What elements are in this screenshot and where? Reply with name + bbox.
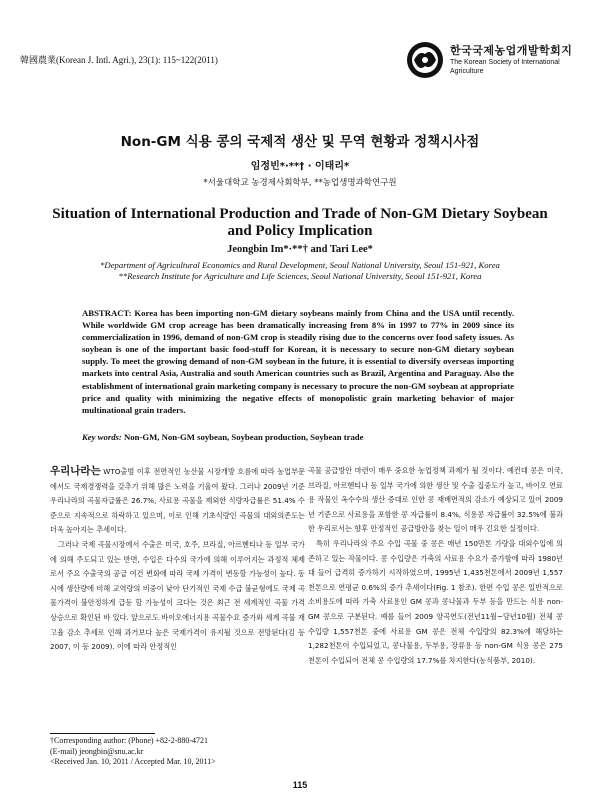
keywords (82, 432, 522, 442)
keywords-label: Key words: (82, 432, 122, 442)
english-title (50, 206, 550, 240)
korean-title: Non-GM 식용 콩의 국제적 생산 및 무역 현황과 정책시사점 (120, 134, 480, 150)
abstract: ABSTRACT: Korea has been importing non-GM dietary soybeans mainly from China and the USA until recently. While worldwide GM crop acreage has been dramatically increasing from 8% in 1997 to 77% in 2009 since its commercialization in 1996, demand of non-GM crop is steadily rising due to the concerns over food safety issues. As soybean is one of the important basic food-stuff for Korean, it is necessary to secure non-GM dietary soybean supply. To meet the growing demand of non-GM soybean in the future, it is essential to diversify overseas importing markets into central Asia, Australia and south American countries such as Brazil, Argentina and Paraguay. Also the establishment of international grain marketing company is necessary to procure the non-GM soybean at appropriate price and quality with minimizing the negative effects of monopolistic grain marketing behavior of major multinational grain traders. (82, 308, 514, 415)
society-name-ko: 한국국제농업개발학회지 (450, 44, 573, 57)
paragraph: 우리나라는 WTO출범 이후 전면적인 농산물 시장개방 흐름에 따라 농업부문에서도 국제경쟁력을 갖추기 위해 많은 노력을 기울여 왔다. 그러나 2009년 기준 우리나라의 곡물자급률은 26.7%, 사료용 곡물을 제외한 식량자급률은 51.4% 수준으로 지속적으로 하락하고 있으며, 이로 인해 기초식량인 곡물의 대외의존도는 더욱 높아지는 추세이다. (50, 465, 305, 535)
english-title-line1: Situation of International Production and Trade of Non-GM Dietary Soybean (52, 206, 548, 222)
society-logo-icon (405, 40, 445, 80)
english-authors: Jeongbin Im*·**† and Tari Lee* (227, 244, 373, 255)
english-affiliations (0, 260, 600, 282)
footnote-line2: (E-mail) jeongbin@snu.ac.kr (50, 746, 144, 756)
paragraph: 그러나 국제 곡물시장에서 수출은 미국, 호주, 브라질, 아르헨티나 등 일부 국가에 의해 주도되고 있는 반면, 수입은 다수의 국가에 의해 이루어지는 과정적 체제로서 주요 수출국의 공급 여건 변화에 따라 국제 가격이 변동할 가능성이 높다. 동시에 생산량에 비해 교역량의 비중이 낮아 단기적인 국제 수급 불균형에도 국제 곡물가격이 불안정하게 급등 할 가능성이 크다는 것은 최근 전 세계적인 곡물 가격 상승으로 확인된 바 있다. 앞으로도 바이오에너지용 곡물수요 증가와 세계 곡물 재고율 감소 추세로 인해 과거보다 높은 국제가격이 유지될 것으로 전망된다(김 등 2007, 이 등 2009). 이에 따라 안정적인 (50, 539, 305, 652)
society-name-en: The Korean Society of International Agriculture (450, 59, 560, 75)
footnote (50, 736, 305, 768)
footnote-divider (50, 733, 155, 734)
paragraph: 곡물 공급방안 마련이 매우 중요한 농업정책 과제가 될 것이다. 예컨대 콩은 미국, 브라질, 아르헨티나 등 일부 국가에 의한 생산 및 수출 집중도가 높고, 바이오 연료용 작물인 옥수수의 생산 증대로 인한 콩 재배면적의 감소가 예상되고 있어 2009년 기준으로 사료용을 포함한 콩 자급률이 8.4%, 식용콩 자급률이 32.5%에 불과한 우리로서는 향후 안정적인 공급방안을 찾는 일이 매우 긴요한 실정이다. (308, 466, 563, 534)
paragraph: 특히 우리나라의 주요 수입 곡물 중 콩은 매년 150만톤 가량을 대외수입에 의존하고 있는 작물이다. 콩 수입량은 가축의 사료용 수요가 증가함에 따라 1980년대 들어 급격히 증가하기 시작하였으며, 1995년 1,435천톤에서 2009년 1,557천톤으로 연평균 0.6%의 증가 추세이다(Fig. 1 참조). 한편 수입 콩은 일반적으로 소비용도에 따라 가축 사료용인 GM 콩과 콩나물과 두부 등을 만드는 식용 non-GM 콩으로 구분된다. 예를 들어 2009 양곡연도(전년11월~당년10월) 전체 콩 수입량 1,557천톤 중에 사료용 GM 콩은 전체 수입량의 82.3%에 해당하는 1,282천톤이 수입되었고, 콩나물용, 두부용, 장류용 등 non-GM 식용 콩은 275천톤이 수입되어 전체 콩 수입량의 17.7%를 차지한다(농식품부, 2010). (308, 538, 563, 665)
body-column-right (308, 464, 563, 668)
keywords-text: Non-GM, Non-GM soybean, Soybean production, Soybean trade (124, 432, 364, 442)
footnote-line1: †Corresponding author: (Phone) +82-2-880-4721 (50, 736, 209, 745)
affiliation-line2: **Research Institute for Agriculture and Life Sciences, Seoul National University, Seoul 151-921, Korea (118, 271, 482, 281)
korean-affiliations: *서울대학교 농경제사회학부, **농업생명과학연구원 (203, 178, 397, 188)
korean-authors: 임정빈*·**† · 이태리* (250, 161, 350, 172)
body-column-left (50, 464, 305, 655)
english-title-line2: and Policy Implication (227, 223, 373, 239)
lead-word: 우리나라는 (50, 465, 101, 477)
journal-citation: 韓國農業(Korean J. Intl. Agri.), 23(1): 115~122(2011) (20, 55, 218, 65)
page-number: 115 (292, 780, 308, 790)
footnote-line3: <Received Jan. 10, 2011 / Accepted Mar. 10, 2011> (50, 757, 216, 766)
affiliation-line1: *Department of Agricultural Economics and Rural Development, Seoul National University, Seoul 151-921, Korea (100, 260, 500, 270)
